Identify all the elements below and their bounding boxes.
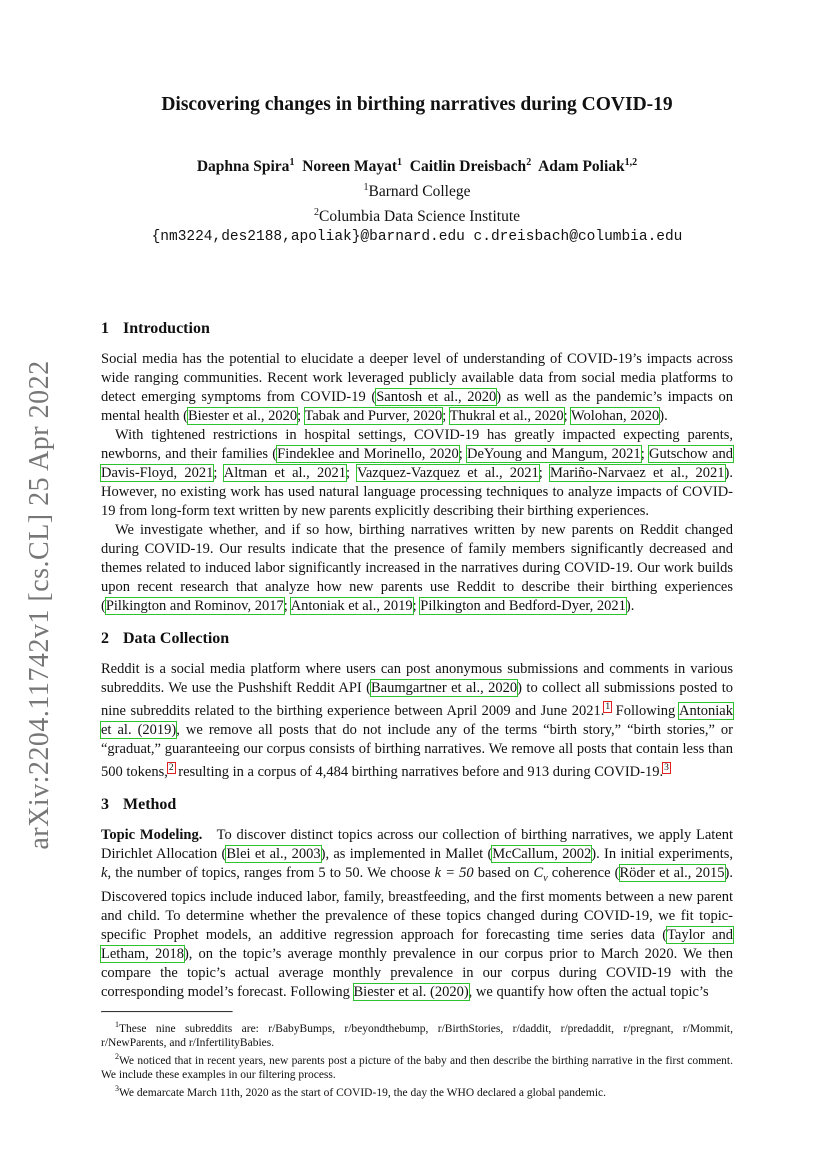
paragraph-heading: Topic Modeling. [101,827,203,844]
citation-link[interactable]: Baumgartner et al., 2020 [371,680,518,697]
citation-link[interactable]: DeYoung and Mangum, 2021 [467,446,641,463]
affiliation-2: $^2$Columbia Data Science Institute [313,207,520,226]
citation-link[interactable]: Antoniak et al. (2019) [101,703,733,739]
citation-link[interactable]: Biester et al., 2020 [187,408,298,425]
author-name: Caitlin Dreisbach [409,158,527,176]
footnote-divider [101,1011,233,1013]
citation-link[interactable]: Vazquez-Vazquez et al., 2021 [356,465,539,482]
citation-link[interactable]: Antoniak et al., 2019 [290,598,413,615]
paragraph: Reddit is a social media platform where users can post anonymous submissions and comments in various subreddits. We use the Pushshift Reddit API (Baumgartner et al., 2020) to collect all submissions posted to nine subreddits related to the birthing experience between April 2009 and June 2021.$^1$ Following Antoniak et al. (2019), we remove all posts that do not include any of the terms “birth story,” “birth stories,” or “graduat,” guaranteeing our corpus consists of birthing narratives. We remove all posts that contain less than 500 tokens,$^2$ resulting in a corpus of 4,484 birthing narratives before and 913 during COVID-19.$^3$ [101,661,733,781]
math-symbol: k [101,865,108,882]
section-title: Data Collection [123,630,230,648]
math-expression: k = 50 [434,865,474,882]
footnotes [101,1018,733,1099]
footnote: $^3$We demarcate March 11th, 2020 as the start of COVID-19, the day the WHO declared a global pandemic. [115,1083,607,1099]
author-name: Noreen Mayat [302,158,398,176]
citation-link[interactable]: Blei et al., 2003 [226,846,321,863]
introduction-text [101,350,733,616]
section-heading-method [101,796,733,814]
author-affiliation-mark: 1,2 [624,157,638,168]
citation-link[interactable]: Findeklee and Morinello, 2020 [277,446,459,463]
citation-link[interactable]: Thukral et al., 2020 [449,408,564,425]
author-affiliation-mark: 1 [397,157,403,168]
author-names [101,152,733,177]
section-number: 2 [101,630,109,648]
math-symbol: $C_v$ [533,865,548,885]
citation-link[interactable]: Taylor and Letham, 2018 [101,927,733,963]
citation-link[interactable]: Wolohan, 2020 [571,408,660,425]
author-name: Daphna Spira [196,158,290,176]
arxiv-sidebar [18,360,62,850]
paragraph: Topic Modeling. To discover distinct topics across our collection of birthing narratives, we apply Latent Dirichlet Allocation (Blei et al., 2003), as implemented in Mallet (McCallum, 2002). In initial experiments, k, the number of topics, ranges from 5 to 50. We choose k = 50 based on $C_v$ coherence (Röder et al., 2015). Discovered topics include induced labor, family, breastfeeding, and the first moments between a new parent and child. To determine whether the prevalence of these topics changed during COVID-19, we fit topic-specific Prophet models, an additive regression approach for forecasting time series data (Taylor and Letham, 2018), on the topic’s average monthly prevalence in our corpus prior to March 2020. We then compare the topic’s actual average monthly prevalence in our corpus during COVID-19 with the corresponding model’s forecast. Following Biester et al. (2020), we quantify how often the actual topic’s [101,827,733,1001]
citation-link[interactable]: Altman et al., 2021 [223,465,346,482]
section-number: 1 [101,320,109,338]
author-affiliation-mark: 2 [526,157,532,168]
data-collection-text [101,660,733,782]
section-heading-data-collection [101,630,733,648]
paragraph: With tightened restrictions in hospital settings, COVID-19 has greatly impacted expecting parents, newborns, and their families (Findeklee and Morinello, 2020; DeYoung and Mangum, 2021; Gutschow and Davis-Floyd, 2021; Altman et al., 2021; Vazquez-Vazquez et al., 2021; Mariño-Narvaez et al., 2021). However, no existing work has used natural language processing techniques to analyze impacts of COVID-19 from long-form text written by new parents explicitly describing their birthing experiences. [101,427,734,520]
author-emails: {nm3224,des2188,apoliak}@barnard.edu c.dreisbach@columbia.edu [151,229,683,246]
citation-link[interactable]: Tabak and Purver, 2020 [304,408,443,425]
footnote-link[interactable]: 3 [664,763,669,774]
author-block [101,152,733,248]
paper-page [101,94,733,1100]
citation-link[interactable]: Pilkington and Bedford-Dyer, 2021 [420,598,626,615]
citation-link[interactable]: Santosh et al., 2020 [376,389,497,406]
arxiv-identifier: arXiv:2204.11742v1 [cs.CL] 25 Apr 2022 [24,360,55,850]
footnotes-area [101,1011,733,1099]
method-text [101,826,733,1002]
footnote-link[interactable]: 2 [168,763,174,774]
citation-link[interactable]: Pilkington and Rominov, 2017 [105,598,284,615]
paragraph: Social media has the potential to elucidate a deeper level of understanding of COVID-19’s impacts across wide ranging communities. Recent work leveraged publicly available data from social media platforms to detect emerging symptoms from COVID-19 (Santosh et al., 2020) as well as the pandemic’s impacts on mental health (Biester et al., 2020; Tabak and Purver, 2020; Thukral et al., 2020; Wolohan, 2020). [101,351,733,425]
author-name: Adam Poliak [538,158,625,176]
paper-title: Discovering changes in birthing narratives during COVID-19 [161,94,673,115]
footnote-link[interactable]: 1 [605,702,611,713]
footnote: $^1$These nine subreddits are: r/BabyBumps, r/beyondthebump, r/BirthStories, r/daddit, r/predaddit, r/pregnant, r/Mommit, r/NewParents, and r/InfertilityBabies. [101,1020,733,1049]
citation-link[interactable]: Mariño-Narvaez et al., 2021 [549,465,725,482]
citation-link[interactable]: Röder et al., 2015 [619,865,725,882]
section-title: Introduction [123,320,210,338]
section-number: 3 [101,796,109,814]
section-title: Method [123,796,177,814]
citation-link[interactable]: Gutschow and Davis-Floyd, 2021 [101,446,734,482]
citation-link[interactable]: Biester et al. (2020) [353,984,469,1001]
author-affiliation-mark: 1 [289,157,295,168]
citation-link[interactable]: McCallum, 2002 [492,846,592,863]
footnote: $^2$We noticed that in recent years, new parents post a picture of the baby and then describe the birthing narrative in the first comment. We include these examples in our filtering process. [101,1051,733,1081]
section-heading-introduction [101,320,733,338]
paragraph: We investigate whether, and if so how, birthing narratives written by new parents on Reddit changed during COVID-19. Our results indicate that the presence of family members significantly decreased and themes related to induced labor significantly increased in the narratives during COVID-19. Our work builds upon recent research that analyze how new parents use Reddit to describe their birthing experiences (Pilkington and Rominov, 2017; Antoniak et al., 2019; Pilkington and Bedford-Dyer, 2021). [101,522,733,615]
affiliation-1: $^1$Barnard College [363,182,471,201]
